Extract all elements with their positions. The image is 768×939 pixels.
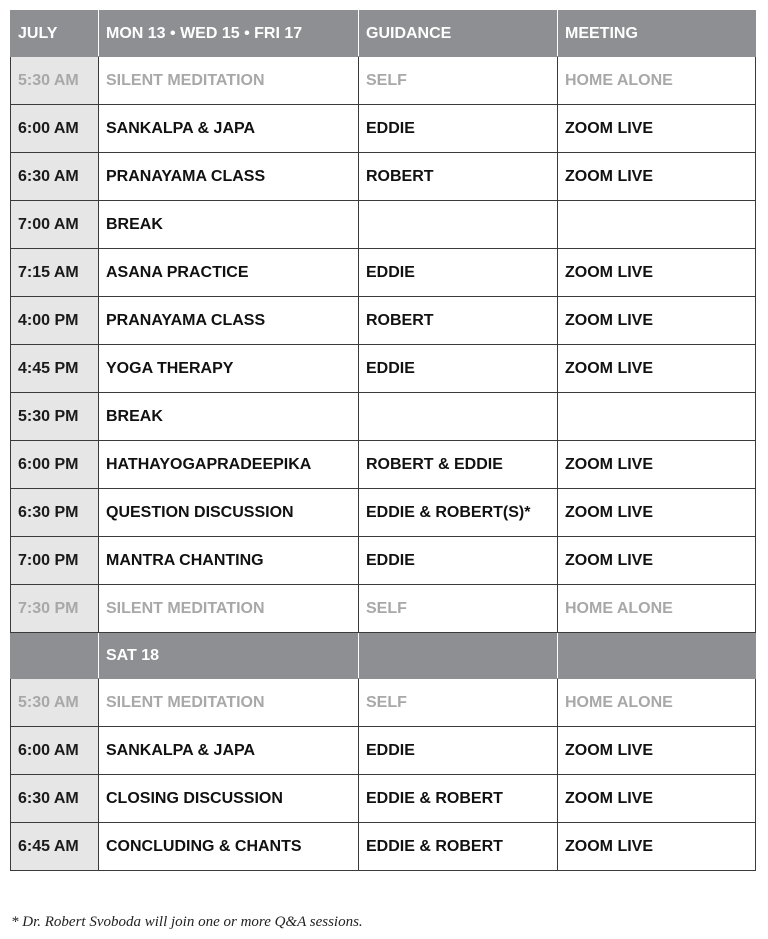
meeting-cell: ZOOM LIVE [558,537,756,585]
time-cell: 4:45 PM [11,345,99,393]
activity-cell: PRANAYAMA CLASS [99,153,359,201]
activity-cell: PRANAYAMA CLASS [99,297,359,345]
table-row [11,153,756,201]
meeting-cell [558,201,756,249]
guidance-cell: ROBERT [359,153,558,201]
meeting-cell: ZOOM LIVE [558,105,756,153]
table-row [11,441,756,489]
activity-cell: BREAK [99,201,359,249]
table-row [11,775,756,823]
activity-cell: SILENT MEDITATION [99,679,359,727]
table-row [11,489,756,537]
activity-cell: QUESTION DISCUSSION [99,489,359,537]
time-cell: 6:00 AM [11,105,99,153]
meeting-cell: ZOOM LIVE [558,775,756,823]
meeting-cell: HOME ALONE [558,585,756,633]
activity-cell: YOGA THERAPY [99,345,359,393]
table-row [11,105,756,153]
schedule-table [10,10,756,871]
time-cell: 7:00 AM [11,201,99,249]
time-cell: 6:30 PM [11,489,99,537]
table-row [11,249,756,297]
saturday-header-row [11,633,756,679]
saturday-day-header: SAT 18 [99,633,359,679]
weekday-header-row [11,11,756,57]
table-row [11,823,756,871]
activity-cell: CONCLUDING & CHANTS [99,823,359,871]
meeting-cell: ZOOM LIVE [558,441,756,489]
schedule-body [11,11,756,871]
guidance-cell: SELF [359,679,558,727]
guidance-cell: EDDIE [359,105,558,153]
table-row [11,393,756,441]
meeting-cell: HOME ALONE [558,57,756,105]
activity-cell: SILENT MEDITATION [99,57,359,105]
activity-cell: SANKALPA & JAPA [99,105,359,153]
meeting-cell: ZOOM LIVE [558,153,756,201]
table-row [11,727,756,775]
time-cell: 5:30 PM [11,393,99,441]
time-cell: 5:30 AM [11,679,99,727]
guidance-cell: EDDIE [359,249,558,297]
time-cell: 4:00 PM [11,297,99,345]
saturday-meeting-cell [558,633,756,679]
time-cell: 5:30 AM [11,57,99,105]
guidance-cell: EDDIE & ROBERT [359,775,558,823]
guidance-cell: EDDIE [359,727,558,775]
meeting-header: MEETING [558,11,756,57]
table-row [11,345,756,393]
guidance-cell: ROBERT [359,297,558,345]
time-cell: 6:45 AM [11,823,99,871]
meeting-cell: ZOOM LIVE [558,727,756,775]
activity-cell: SILENT MEDITATION [99,585,359,633]
activity-cell: BREAK [99,393,359,441]
guidance-cell: SELF [359,57,558,105]
time-cell: 6:00 PM [11,441,99,489]
table-row [11,297,756,345]
meeting-cell: ZOOM LIVE [558,345,756,393]
guidance-cell: ROBERT & EDDIE [359,441,558,489]
time-cell: 6:30 AM [11,153,99,201]
time-cell: 7:00 PM [11,537,99,585]
saturday-guidance-cell [359,633,558,679]
footnote: * Dr. Robert Svoboda will join one or more Q&A sessions. [11,914,363,930]
meeting-cell: ZOOM LIVE [558,249,756,297]
table-row [11,679,756,727]
meeting-cell [558,393,756,441]
activity-cell: SANKALPA & JAPA [99,727,359,775]
meeting-cell: ZOOM LIVE [558,297,756,345]
guidance-cell: EDDIE & ROBERT [359,823,558,871]
meeting-cell: ZOOM LIVE [558,823,756,871]
activity-cell: ASANA PRACTICE [99,249,359,297]
saturday-month-cell [11,633,99,679]
table-row [11,201,756,249]
meeting-cell: HOME ALONE [558,679,756,727]
time-cell: 6:30 AM [11,775,99,823]
table-row [11,57,756,105]
guidance-header: GUIDANCE [359,11,558,57]
time-cell: 7:15 AM [11,249,99,297]
table-row [11,585,756,633]
guidance-cell [359,201,558,249]
meeting-cell: ZOOM LIVE [558,489,756,537]
table-row [11,537,756,585]
activity-cell: MANTRA CHANTING [99,537,359,585]
activity-cell: CLOSING DISCUSSION [99,775,359,823]
guidance-cell: EDDIE & ROBERT(S)* [359,489,558,537]
guidance-cell: EDDIE [359,345,558,393]
days-header: MON 13 • WED 15 • FRI 17 [99,11,359,57]
activity-cell: HATHAYOGAPRADEEPIKA [99,441,359,489]
time-cell: 6:00 AM [11,727,99,775]
guidance-cell: SELF [359,585,558,633]
guidance-cell [359,393,558,441]
guidance-cell: EDDIE [359,537,558,585]
month-header: JULY [11,11,99,57]
time-cell: 7:30 PM [11,585,99,633]
